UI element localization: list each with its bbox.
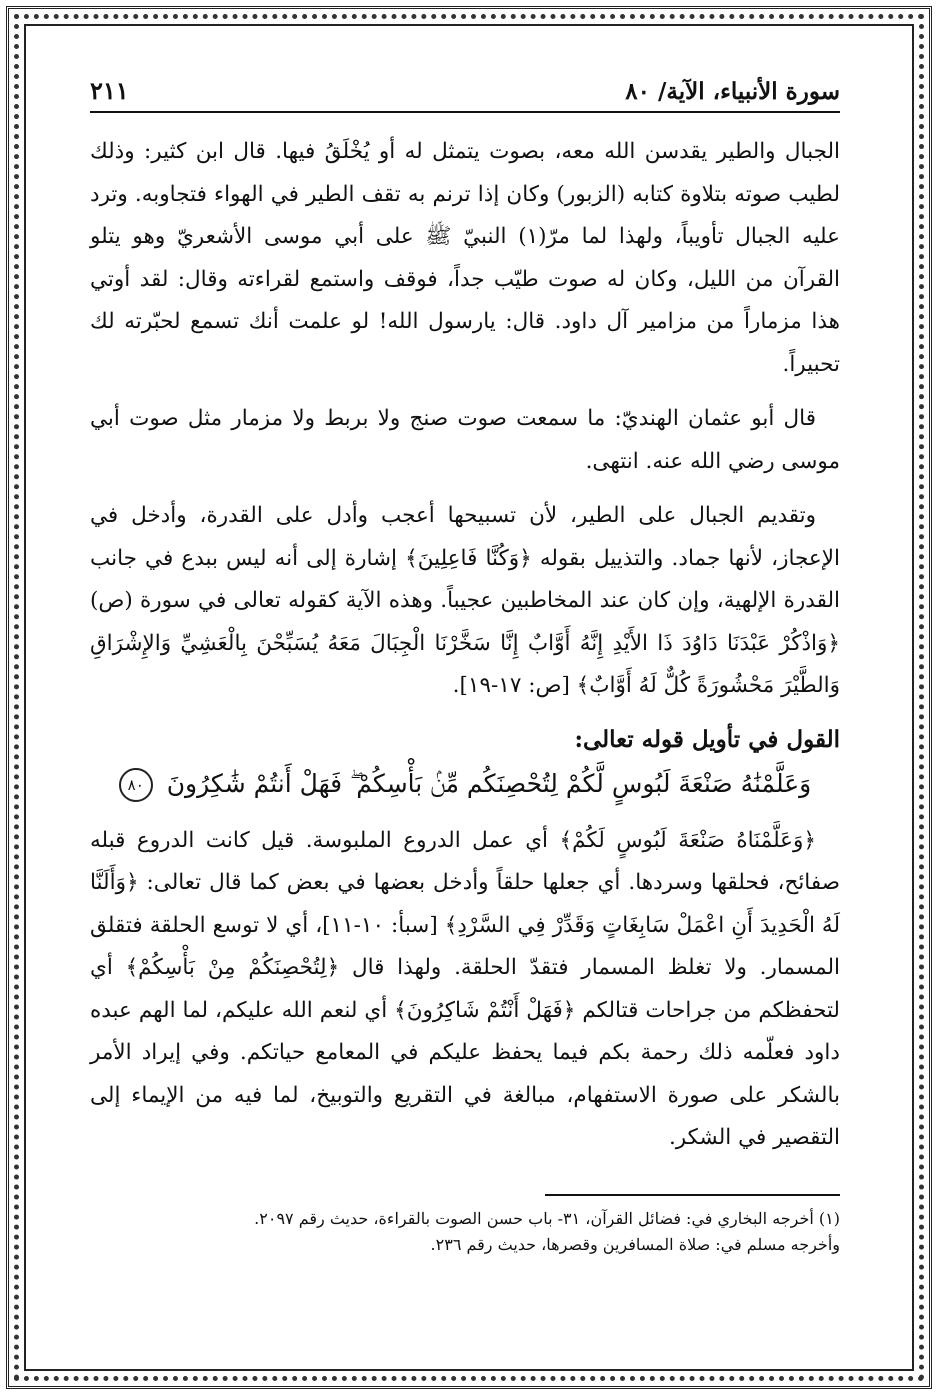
running-header <box>90 70 840 113</box>
footnote-1: (١) أخرجه البخاري في: فضائل القرآن، ٣١- باب حسن الصوت بالقراءة، حديث رقم ٢٠٩٧. <box>254 1208 840 1228</box>
footnote-divider <box>545 1194 840 1196</box>
footnote-2: وأخرجه مسلم في: صلاة المسافرين وقصرها، حديث رقم ٢٣٦. <box>430 1234 840 1254</box>
paragraph-3: وتقديم الجبال على الطير، لأن تسبيحها أعجب وأدل على القدرة، وأدخل في الإعجاز، لأنها جماد. والتذييل بقوله ﴿وَكُنَّا فَاعِلِينَ﴾ إشارة إلى أنه ليس ببدع في جانب القدرة الإلهية، وإن كان عند المخاطبين عجيباً. وهذه الآية كقوله تعالى في سورة (ص) ﴿وَاذْكُرْ عَبْدَنَا دَاوُدَ ذَا الأَيْدِ إِنَّهُ أَوَّابٌ إِنَّا سَخَّرْنَا الْجِبَالَ مَعَهُ يُسَبِّحْنَ بِالْعَشِيِّ وَالإِشْرَاقِ وَالطَّيْرَ مَحْشُورَةً كُلٌّ لَهُ أَوَّابٌ﴾ [ص: ١٧-١٩]. <box>90 503 840 698</box>
verse-text: وَعَلَّمْنَٰهُ صَنْعَةَ لَبُوسٍ لَّكُمْ لِتُحْصِنَكُم مِّنۢ بَأْسِكُمْ ۖ فَهَلْ أَنتُمْ شَٰكِرُونَ <box>166 768 812 798</box>
chapter-title: سورة الأنبياء، الآية/ ٨٠ <box>625 78 840 105</box>
verse-number-marker: ٨٠ <box>119 768 153 802</box>
paragraph-2: قال أبو عثمان الهنديّ: ما سمعت صوت صنج ولا بربط ولا مزمار مثل صوت أبي موسى رضي الله عنه. انتهى. <box>90 406 840 474</box>
paragraph-4: ﴿وَعَلَّمْنَاهُ صَنْعَةَ لَبُوسٍ لَكُمْ﴾ أي عمل الدروع الملبوسة. قيل كانت الدروع قبله صفائح، فحلقها وسردها. أي جعلها حلقاً وأدخل بعضها في بعض كما قال تعالى: ﴿وَأَلَنَّا لَهُ الْحَدِيدَ أَنِ اعْمَلْ سَابِغَاتٍ وَقَدِّرْ فِي السَّرْدِ﴾ [سبأ: ١٠-١١]، أي لا توسع الحلقة فتقلق المسمار. ولا تغلظ المسمار فتقدّ الحلقة. ولهذا قال ﴿لِتُحْصِنَكُمْ مِنْ بَأْسِكُمْ﴾ أي لتحفظكم من جراحات قتالكم ﴿فَهَلْ أَنْتُمْ شَاكِرُونَ﴾ أي لنعم الله عليكم، لما الهم عبده داود فعلّمه ذلك رحمة بكم فيما يحفظ عليكم في المعامع حياتكم. وفي إيراد الأمر بالشكر على صورة الاستفهام، مبالغة في التقريع والتوبيخ، لما فيه من الإيماء إلى التقصير في الشكر. <box>90 827 840 1150</box>
page-content <box>90 70 840 1325</box>
quran-verse <box>90 762 840 806</box>
page-number: ٢١١ <box>90 76 129 105</box>
section-heading: القول في تأويل قوله تعالى: <box>574 725 840 753</box>
paragraph-1: الجبال والطير يقدسن الله معه، بصوت يتمثل له أو يُخْلَقُ فيها. قال ابن كثير: وذلك لطيب صوته بتلاوة كتابه (الزبور) وكان إذا ترنم به تقف الطير في الهواء فتجاوبه. وترد عليه الجبال تأويباً، ولهذا لما مرّ(١) النبيّ ﷺ على أبي موسى الأشعريّ وهو يتلو القرآن من الليل، وكان له صوت طيّب جداً، فوقف واستمع لقراءته وقال: لقد أوتي هذا مزماراً من مزامير آل داود. قال: يارسول الله! لو علمت أنك تسمع لحبّرته لك تحبيراً. <box>90 139 840 377</box>
